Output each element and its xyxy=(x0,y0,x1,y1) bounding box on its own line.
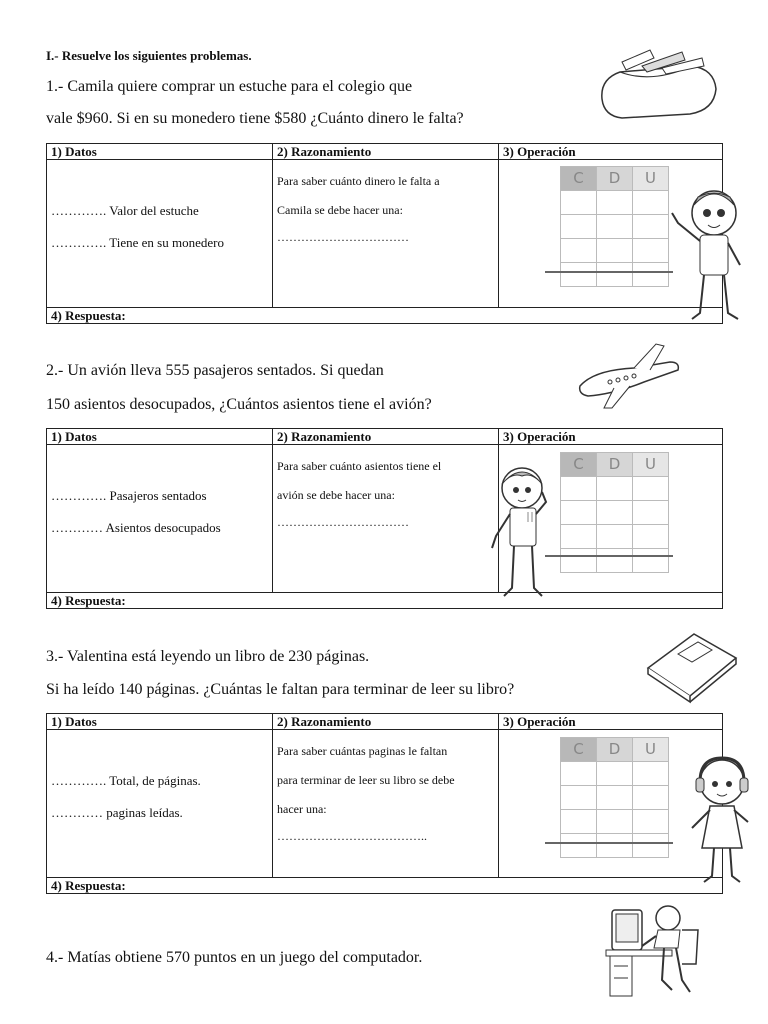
cdu-header-d: D xyxy=(596,166,633,191)
cdu-sum-line xyxy=(545,555,673,557)
cdu-sum-line xyxy=(545,842,673,844)
respuesta-row[interactable]: 4) Respuesta: xyxy=(47,308,723,324)
datos-header: 1) Datos xyxy=(47,714,273,730)
data-line-2[interactable]: …………. Tiene en su monedero xyxy=(51,235,224,250)
operacion-header: 3) Operación xyxy=(499,429,723,445)
datos-header: 1) Datos xyxy=(47,429,273,445)
datos-header: 1) Datos xyxy=(47,144,273,160)
problem-3-line-2: Si ha leído 140 páginas. ¿Cuántas le faltan para terminar de leer su libro? xyxy=(46,681,515,698)
reasoning-text-3: hacer una: xyxy=(277,802,327,816)
cdu-header-d: D xyxy=(596,452,633,477)
razonamiento-header: 2) Razonamiento xyxy=(273,429,499,445)
reasoning-text-2: Camila se debe hacer una: xyxy=(277,203,403,217)
cdu-header-u: U xyxy=(632,737,669,762)
reasoning-blank[interactable]: …………………………… xyxy=(277,230,409,244)
problem-1-line-2: vale $960. Si en su monedero tiene $580 ¿Cuánto dinero le falta? xyxy=(46,110,464,127)
child-at-computer-icon xyxy=(602,900,712,1006)
data-line-1[interactable]: …………. Valor del estuche xyxy=(51,203,199,218)
problem-2-line-1: 2.- Un avión lleva 555 pasajeros sentados. Si quedan xyxy=(46,362,384,379)
respuesta-row[interactable]: 4) Respuesta: xyxy=(47,593,723,609)
girl-with-headset-icon xyxy=(684,752,758,888)
pencil-case-icon xyxy=(592,44,722,124)
razonamiento-cell xyxy=(273,445,499,593)
cdu-header-c: C xyxy=(560,452,597,477)
problem-3-line-1: 3.- Valentina está leyendo un libro de 230 páginas. xyxy=(46,648,370,665)
razonamiento-header: 2) Razonamiento xyxy=(273,714,499,730)
operacion-header: 3) Operación xyxy=(499,714,723,730)
boy-waving-icon xyxy=(668,183,754,323)
datos-cell xyxy=(47,730,273,878)
reasoning-blank[interactable]: …………………………… xyxy=(277,515,409,529)
boy-thinking-icon xyxy=(488,462,556,604)
reasoning-text-1: Para saber cuánto dinero le falta a xyxy=(277,174,440,188)
razonamiento-header: 2) Razonamiento xyxy=(273,144,499,160)
reasoning-text-2: para terminar de leer su libro se debe xyxy=(277,773,455,787)
reasoning-text-1: Para saber cuánto asientos tiene el xyxy=(277,459,442,473)
razonamiento-cell xyxy=(273,730,499,878)
book-icon xyxy=(644,628,740,704)
datos-cell xyxy=(47,160,273,308)
data-line-2[interactable]: ………… Asientos desocupados xyxy=(51,520,221,535)
data-line-2[interactable]: ………… paginas leídas. xyxy=(51,805,183,820)
razonamiento-cell xyxy=(273,160,499,308)
operacion-header: 3) Operación xyxy=(499,144,723,160)
section-heading: I.- Resuelve los siguientes problemas. xyxy=(46,48,252,63)
cdu-header-c: C xyxy=(560,737,597,762)
reasoning-text-2: avión se debe hacer una: xyxy=(277,488,395,502)
reasoning-text-1: Para saber cuántas paginas le faltan xyxy=(277,744,448,758)
cdu-header-c: C xyxy=(560,166,597,191)
problem-2-line-2: 150 asientos desocupados, ¿Cuántos asientos tiene el avión? xyxy=(46,396,432,413)
respuesta-row[interactable]: 4) Respuesta: xyxy=(47,878,723,894)
cdu-header-u: U xyxy=(632,452,669,477)
data-line-1[interactable]: …………. Total, de páginas. xyxy=(51,773,201,788)
cdu-header-u: U xyxy=(632,166,669,191)
cdu-header-d: D xyxy=(596,737,633,762)
data-line-1[interactable]: …………. Pasajeros sentados xyxy=(51,488,207,503)
reasoning-blank[interactable]: ……………………………….. xyxy=(277,829,427,843)
cdu-sum-line xyxy=(545,271,673,273)
problem-1-line-1: 1.- Camila quiere comprar un estuche para el colegio que xyxy=(46,78,413,95)
problem-4-line-1: 4.- Matías obtiene 570 puntos en un juego del computador. xyxy=(46,949,423,966)
datos-cell xyxy=(47,445,273,593)
airplane-icon xyxy=(574,340,684,412)
